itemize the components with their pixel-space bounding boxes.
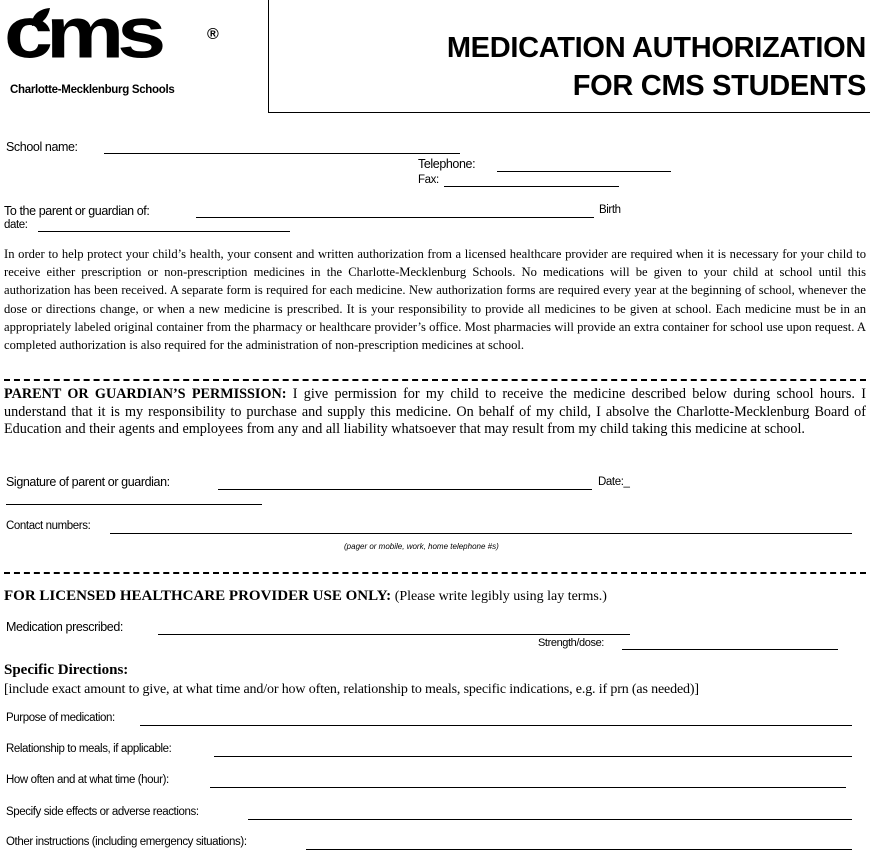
medication-field[interactable]: [158, 634, 630, 635]
provider-heading-note: (Please write legibly using lay terms.): [391, 589, 607, 604]
cms-logo: [4, 2, 254, 102]
birth-label: Birth: [599, 204, 621, 216]
purpose-field[interactable]: [140, 725, 852, 726]
telephone-label: Telephone:: [418, 157, 476, 171]
meals-label: Relationship to meals, if applicable:: [6, 743, 172, 755]
how-often-label: How often and at what time (hour):: [6, 774, 169, 786]
permission-block: [4, 386, 866, 439]
signature-line-continuation: [6, 504, 262, 505]
permission-date-label: Date:_: [598, 476, 630, 488]
contact-hint: (pager or mobile, work, home telephone #s): [344, 542, 499, 551]
directions-heading: Specific Directions:: [4, 662, 129, 678]
medication-label: Medication prescribed:: [6, 620, 123, 634]
contact-numbers-label: Contact numbers:: [6, 520, 91, 532]
parent-of-label: To the parent or guardian of:: [4, 204, 150, 218]
permission-text: I give permission for my child to receive the medicine described below during school hours. I understand that it is my responsibility to purchase and supply this medicine. On behalf of my child, I absolve the Charlotte-Mecklenburg Board of Education and their agents and employees from any and all liability whatsoever that may result from my child taking this medicine at school.: [4, 386, 866, 438]
signature-field[interactable]: [218, 489, 592, 490]
strength-dose-field[interactable]: [622, 649, 838, 650]
purpose-label: Purpose of medication:: [6, 712, 115, 724]
meals-field[interactable]: [214, 756, 852, 757]
permission-heading: PARENT OR GUARDIAN’S PERMISSION:: [4, 386, 287, 402]
school-name-label: School name:: [6, 140, 78, 154]
logo-text: cms: [4, 0, 160, 74]
contact-numbers-field[interactable]: [110, 533, 852, 534]
form-title-line1: MEDICATION AUTHORIZATION: [446, 32, 866, 64]
other-instructions-field[interactable]: [306, 849, 852, 850]
registered-mark: ®: [207, 26, 219, 43]
birth-date-field[interactable]: [38, 231, 290, 232]
provider-heading-line: [4, 588, 607, 605]
how-often-field[interactable]: [210, 787, 846, 788]
telephone-field[interactable]: [497, 171, 671, 172]
section-divider-1: [4, 379, 866, 381]
fax-field[interactable]: [444, 186, 619, 187]
form-title-line2: FOR CMS STUDENTS: [572, 70, 866, 102]
school-name-field[interactable]: [104, 153, 460, 154]
section-divider-2: [4, 572, 866, 574]
side-effects-field[interactable]: [248, 819, 852, 820]
student-name-field[interactable]: [196, 217, 594, 218]
strength-dose-label: Strength/dose:: [538, 637, 604, 649]
side-effects-label: Specify side effects or adverse reactions:: [6, 806, 199, 818]
header-underline: [268, 112, 870, 113]
logo-subtitle: Charlotte-Mecklenburg Schools: [10, 84, 175, 96]
provider-heading: FOR LICENSED HEALTHCARE PROVIDER USE ONLY:: [4, 588, 392, 604]
fax-label: Fax:: [418, 174, 439, 186]
signature-label: Signature of parent or guardian:: [6, 475, 170, 489]
header-divider: [268, 0, 269, 112]
intro-paragraph: In order to help protect your child’s health, your consent and written authorization from a licensed healthcare provider are required when it is necessary for your child to receive either prescription or non-prescription medicines in the Charlotte-Mecklenburg Schools. No medications will be given to your child at school until this authorization has been received. A separate form is required for each medicine. New authorization forms are required every year at the beginning of school, whenever the dose or directions change, or when a new medicine is prescribed. It is your responsibility to provide all medicines to be given at school. Each medicine must be in an appropriately labeled original container from the pharmacy or healthcare provider’s office. Most pharmacies will provide an extra container for school use upon request. A completed authorization is also required for the administration of non-prescription medicines at school.: [4, 247, 866, 353]
other-instructions-label: Other instructions (including emergency situations):: [6, 836, 247, 848]
birth-date-label: date:: [4, 219, 28, 231]
directions-note: [include exact amount to give, at what time and/or how often, relationship to meals, specific indications, e.g. if prn (as needed)]: [4, 682, 699, 697]
